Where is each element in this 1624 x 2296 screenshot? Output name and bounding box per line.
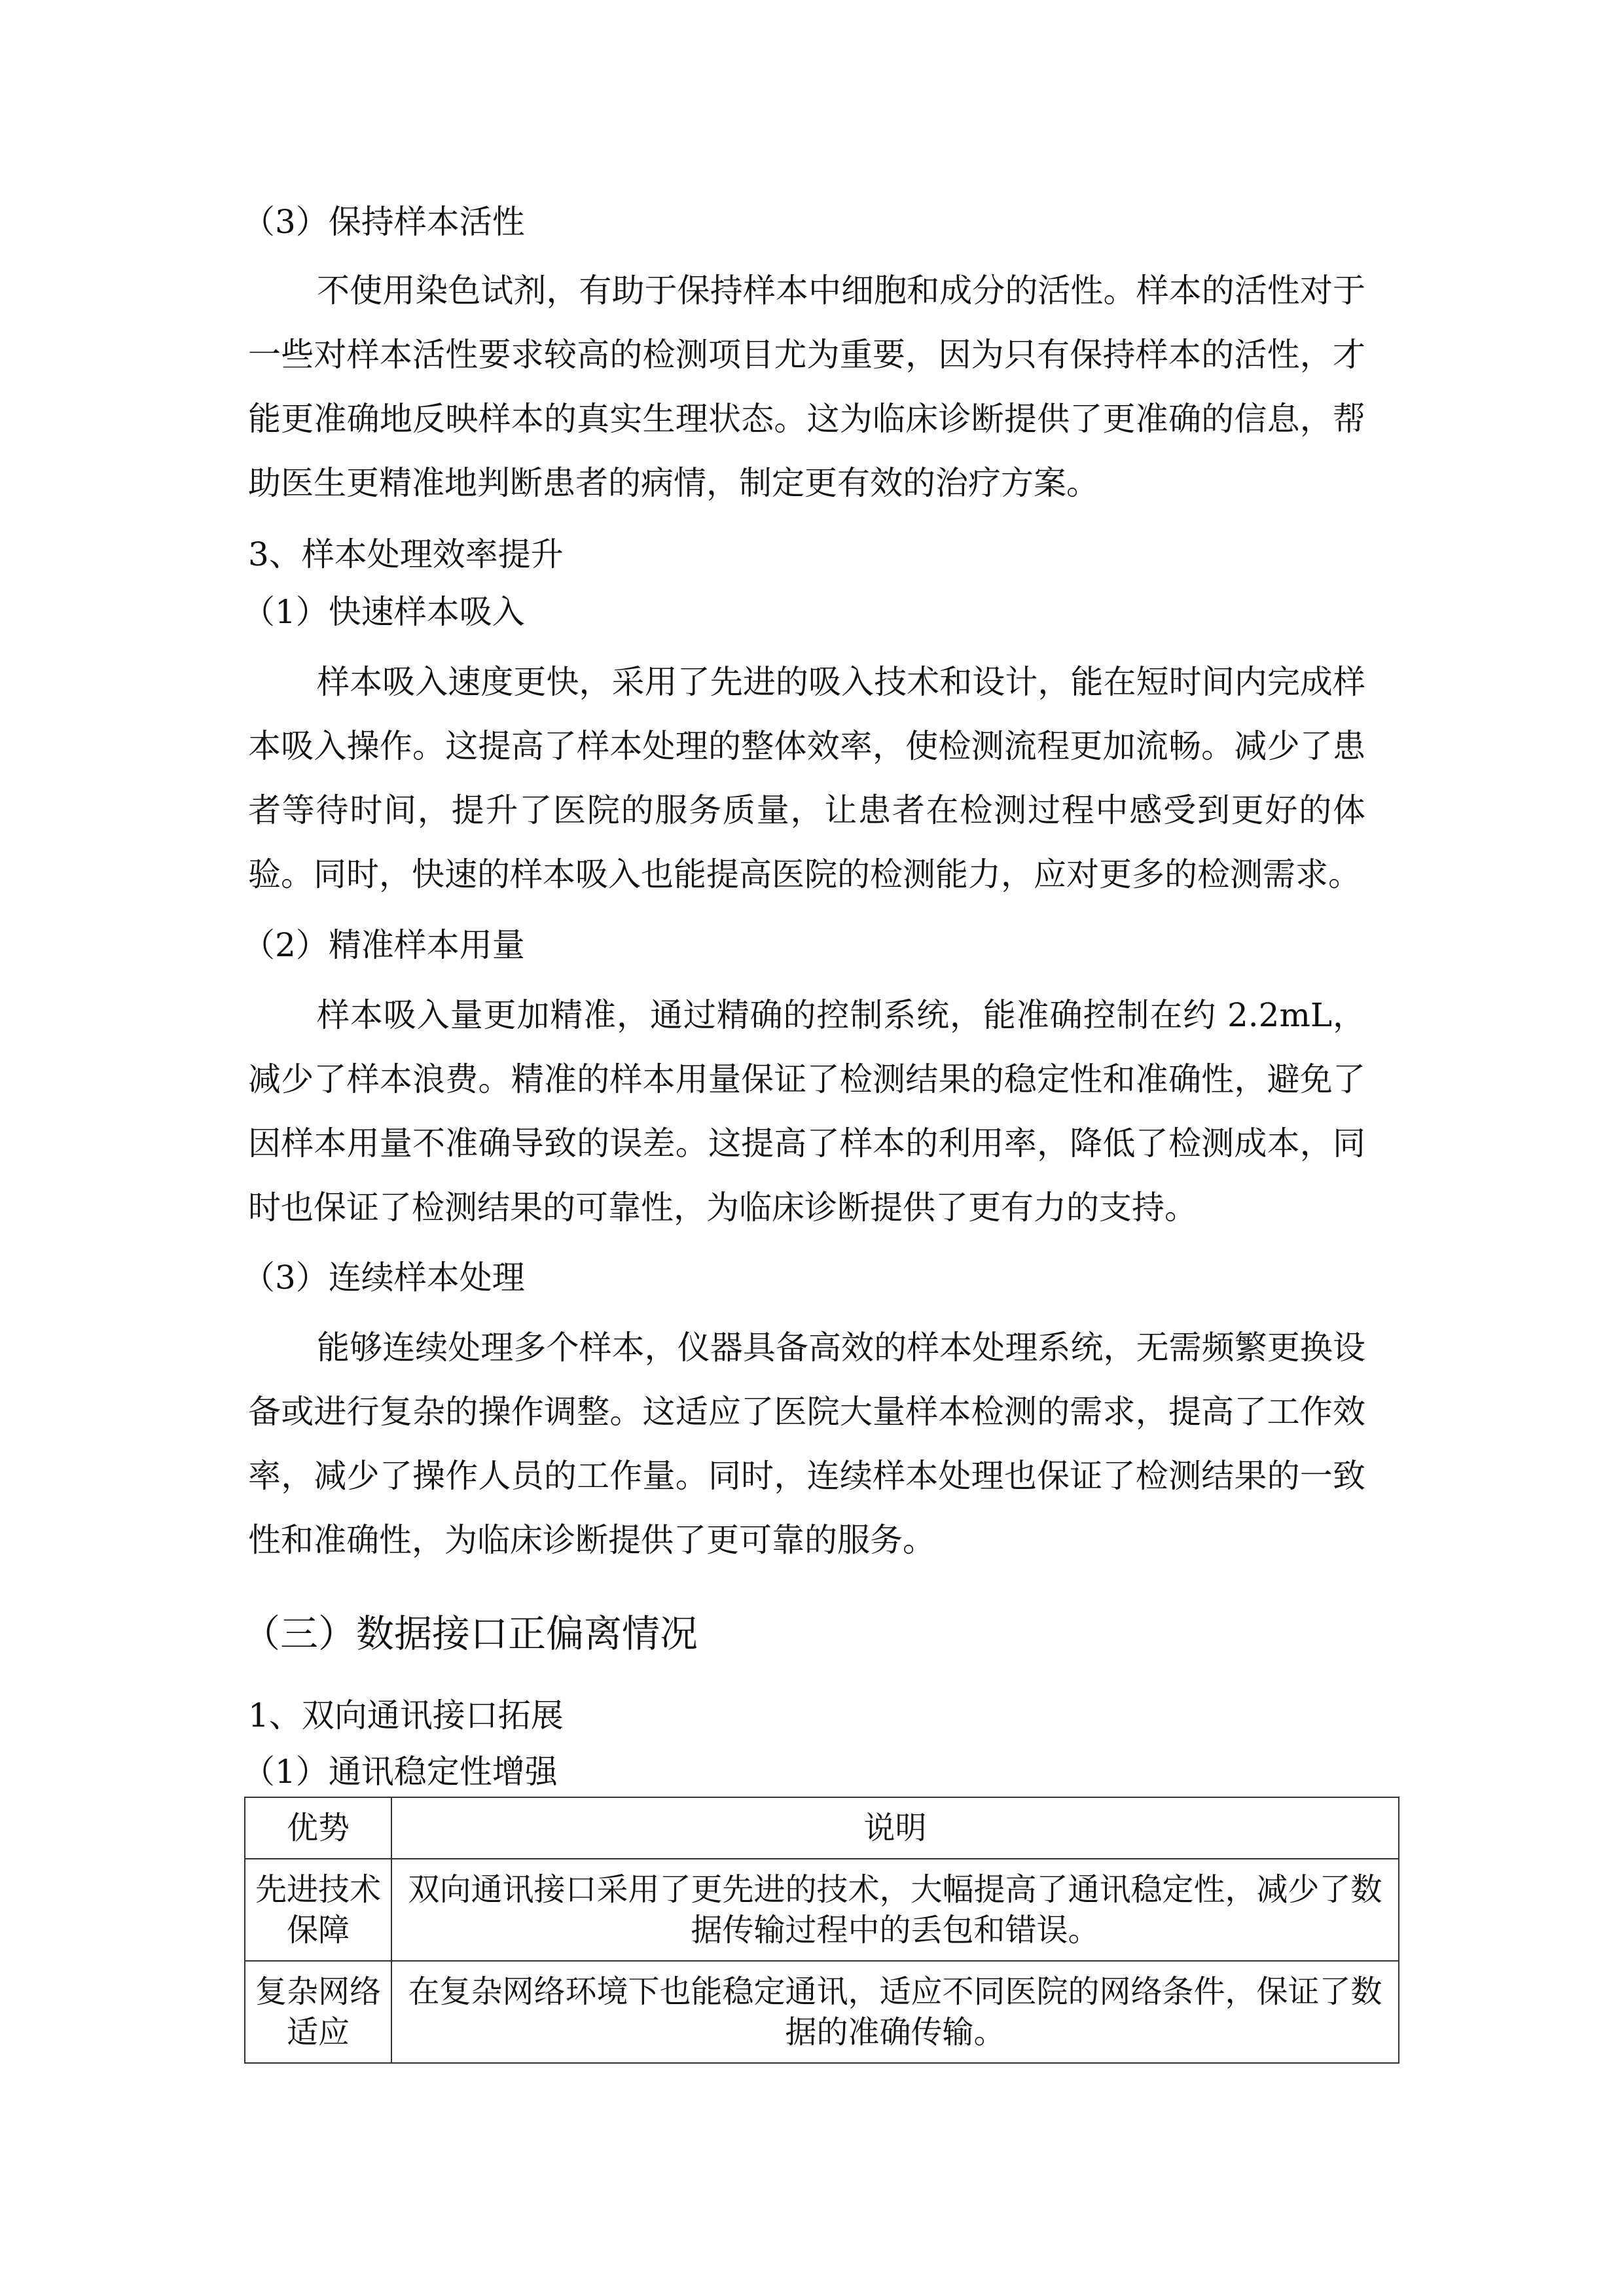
paragraph-sample-activity: 不使用染色试剂，有助于保持样本中细胞和成分的活性。样本的活性对于一些对样本活性要求较高的检测项目尤为重要，因为只有保持样本的活性，才能更准确地反映样本的真实生理状态。这为临床诊断提供了更准确的信息，帮助医生更精准地判断患者的病情，制定更有效的治疗方案。 xyxy=(248,272,1365,502)
cell-description: 在复杂网络环境下也能稳定通讯，适应不同医院的网络条件，保证了数据的准确传输。 xyxy=(391,1961,1399,2063)
table-header-row xyxy=(245,1797,1399,1859)
paragraph-continuous-processing: 能够连续处理多个样本，仪器具备高效的样本处理系统，无需频繁更换设备或进行复杂的操作调整。这适应了医院大量样本检测的需求，提高了工作效率，减少了操作人员的工作量。同时，连续样本处理也保证了检测结果的一致性和准确性，为临床诊断提供了更可靠的服务。 xyxy=(248,1329,1365,1559)
table-row xyxy=(245,1961,1399,2063)
subheading-fast-intake: （1）快速样本吸入 xyxy=(242,593,525,631)
subheading-precise-volume: （2）精准样本用量 xyxy=(242,926,525,964)
subheading-keep-sample-activity: （3）保持样本活性 xyxy=(242,203,525,241)
section-heading-data-interface: （三）数据接口正偏离情况 xyxy=(242,1611,698,1656)
paragraph-precise-volume: 样本吸入量更加精准，通过精确的控制系统，能准确控制在约 2.2mL，减少了样本浪费。精准的样本用量保证了检测结果的稳定性和准确性，避免了因样本用量不准确导致的误差。这提高了样本的利用率，降低了检测成本，同时也保证了检测结果的可靠性，为临床诊断提供了更有力的支持。 xyxy=(248,996,1365,1227)
subheading-continuous-processing: （3）连续样本处理 xyxy=(242,1259,525,1297)
cell-advantage: 先进技术保障 xyxy=(245,1859,391,1961)
paragraph-fast-intake: 样本吸入速度更快，采用了先进的吸入技术和设计，能在短时间内完成样本吸入操作。这提高了样本处理的整体效率，使检测流程更加流畅。减少了患者等待时间，提升了医院的服务质量，让患者在检测过程中感受到更好的体验。同时，快速的样本吸入也能提高医院的检测能力，应对更多的检测需求。 xyxy=(248,663,1365,893)
item-heading-bidirectional: 1、双向通讯接口拓展 xyxy=(248,1696,564,1734)
header-description: 说明 xyxy=(391,1797,1399,1859)
header-advantage: 优势 xyxy=(245,1797,391,1859)
cell-advantage: 复杂网络适应 xyxy=(245,1961,391,2063)
advantages-table xyxy=(244,1797,1399,2064)
subheading-stability: （1）通讯稳定性增强 xyxy=(242,1753,558,1791)
item-heading-efficiency: 3、样本处理效率提升 xyxy=(248,535,564,573)
table-row xyxy=(245,1859,1399,1961)
cell-description: 双向通讯接口采用了更先进的技术，大幅提高了通讯稳定性，减少了数据传输过程中的丢包和错误。 xyxy=(391,1859,1399,1961)
